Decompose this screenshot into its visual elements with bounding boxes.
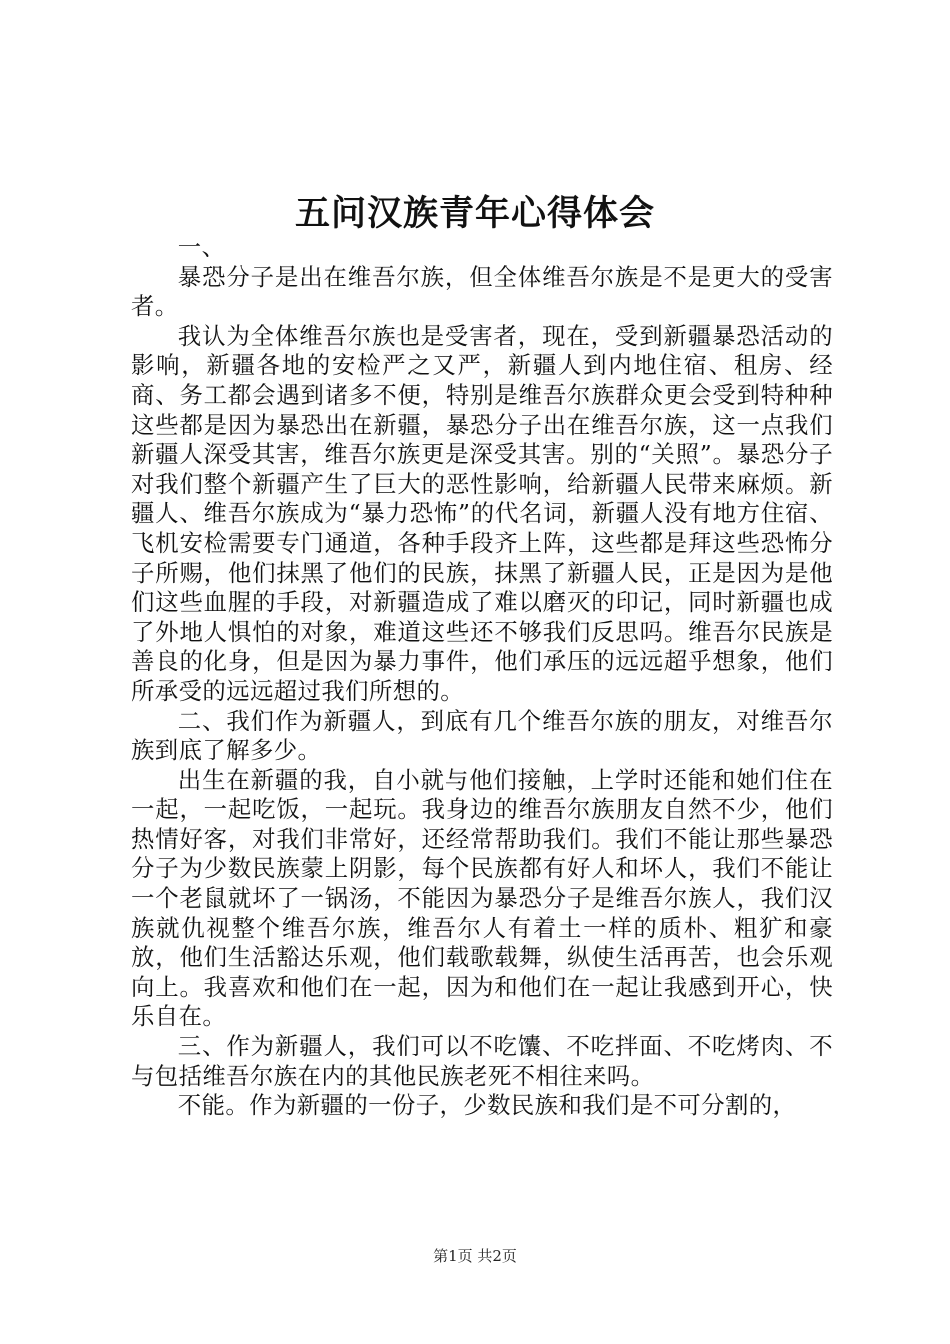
paragraph-answer-three: 不能。作为新疆的一份子，少数民族和我们是不可分割的， <box>177 1091 797 1120</box>
document-title: 五问汉族青年心得体会 <box>294 193 655 234</box>
paragraph-section-one-heading: 一、 <box>177 233 226 261</box>
paragraph-question-one: 暴恐分子是出在维吾尔族，但全体维吾尔族是不是更大的受害者。 <box>131 262 833 321</box>
page-number-footer: 第1页 共2页 <box>433 1247 517 1265</box>
paragraph-question-three: 三、作为新疆人，我们可以不吃馕、不吃拌面、不吃烤肉、不与包括维吾尔族在内的其他民族老死不相往来吗。 <box>131 1032 833 1090</box>
paragraph-answer-two: 出生在新疆的我，自小就与他们接触，上学时还能和她们住在一起，一起吃饭，一起玩。我身边的维吾尔族朋友自然不少，他们热情好客，对我们非常好，还经常帮助我们。我们不能让那些暴恐分子为少数民族蒙上阴影，每个民族都有好人和坏人，我们不能让一个老鼠就坏了一锅汤，不能因为暴恐分子是维吾尔族人，我们汉族就仇视整个维吾尔族，维吾尔人有着土一样的质朴、粗犷和豪放，他们生活豁达乐观，他们载歌载舞，纵使生活再苦，也会乐观向上。我喜欢和他们在一起，因为和他们在一起让我感到开心，快乐自在。 <box>131 765 833 1031</box>
document-body <box>131 233 833 1121</box>
paragraph-question-two: 二、我们作为新疆人，到底有几个维吾尔族的朋友，对维吾尔族到底了解多少。 <box>131 706 833 765</box>
paragraph-answer-one: 我认为全体维吾尔族也是受害者，现在，受到新疆暴恐活动的影响，新疆各地的安检严之又严，新疆人到内地住宿、租房、经商、务工都会遇到诸多不便，特别是维吾尔族群众更会受到特种种这些都是因为暴恐出在新疆，暴恐分子出在维吾尔族，这一点我们新疆人深受其害，维吾尔族更是深受其害。别的“关照”。暴恐分子对我们整个新疆产生了巨大的恶性影响，给新疆人民带来麻烦。新疆人、维吾尔族成为“暴力恐怖”的代名词，新疆人没有地方住宿、飞机安检需要专门通道，各种手段齐上阵，这些都是拜这些恐怖分子所赐，他们抹黑了他们的民族，抹黑了新疆人民，正是因为是他们这些血腥的手段，对新疆造成了难以磨灭的印记，同时新疆也成了外地人惧怕的对象，难道这些还不够我们反思吗。维吾尔民族是善良的化身，但是因为暴力事件，他们承压的远远超乎想象，他们所承受的远远超过我们所想的。 <box>131 321 833 705</box>
